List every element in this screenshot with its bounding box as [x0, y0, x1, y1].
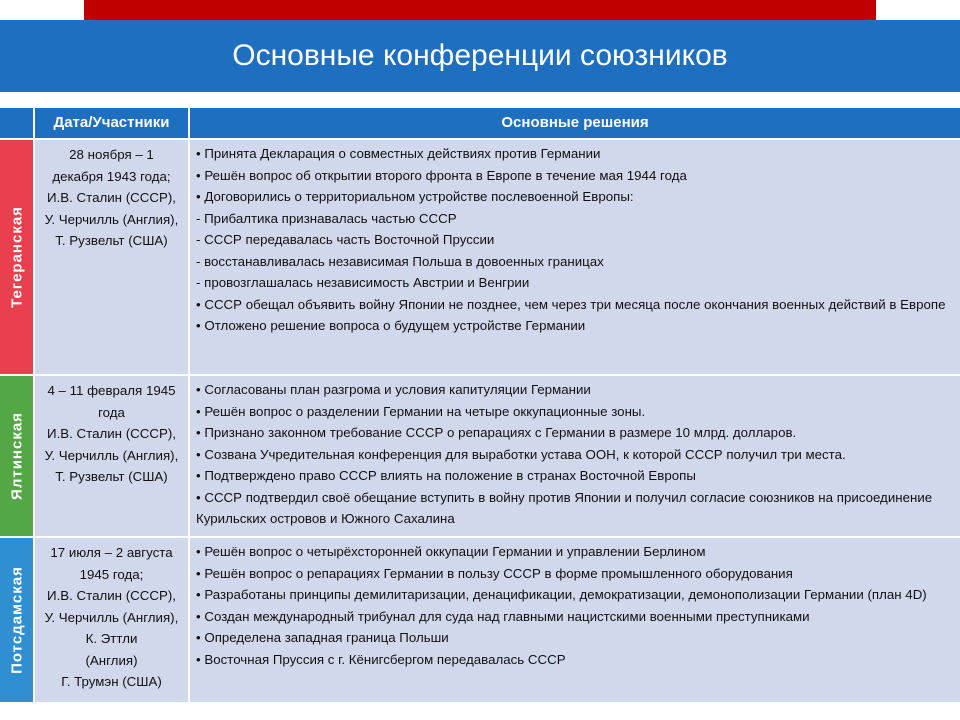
participant-line: (Англия) [85, 652, 138, 668]
participant-line: Т. Рузвельт (США) [55, 469, 168, 484]
date-line: 4 – 11 февраля 1945 [47, 383, 176, 398]
decision-item: • Признано законном требование СССР о репарациях с Германии в размере 10 млрд. долларов. [196, 425, 797, 440]
table-row-potsdam [0, 538, 960, 702]
participant-line: У. Черчилль (Англия), [44, 447, 179, 463]
date-participants-cell [35, 538, 188, 702]
decisions-list [196, 379, 954, 530]
decision-item: • СССР обещал объявить войну Японии не позднее, чем через три месяца после окончания военных действий в Европе [196, 296, 946, 312]
decision-item: • Решён вопрос о разделении Германии на четыре оккупационные зоны. [196, 403, 646, 419]
decision-item: • Решён вопрос об открытии второго фронта в Европе в течение мая 1944 года [196, 167, 687, 183]
participant-line: К. Эттли [85, 631, 138, 646]
table-row-yalta [0, 376, 960, 536]
conference-label-cell [0, 376, 33, 536]
decision-item: • Решён вопрос о репарациях Германии в пользу СССР в форме промышленного оборудования [196, 565, 793, 581]
decisions-cell [190, 538, 960, 702]
decision-item: • Восточная Пруссия с г. Кёнигсбергом передавалась СССР [196, 651, 566, 667]
decisions-list [196, 541, 954, 670]
decisions-cell [190, 376, 960, 536]
header-decisions: Основные решения [190, 108, 960, 138]
date-line: года [98, 404, 125, 420]
conferences-table [0, 108, 960, 702]
decision-item: • Решён вопрос о четырёхсторонней оккупации Германии и управлении Берлином [196, 544, 706, 559]
date-line: 17 июля – 2 августа [50, 545, 173, 560]
decision-item: - провозглашалась независимость Австрии и Венгрии [196, 275, 530, 290]
participant-line: Т. Рузвельт (США) [55, 233, 168, 248]
decision-item: • СССР подтвердил своё обещание вступить в войну против Японии и получил согласие союзников на присоединение Курильских островов и Южного Сахалина [196, 489, 933, 526]
decision-item: • Договорились о территориальном устройстве послевоенной Европы: [196, 189, 634, 204]
decision-item: • Согласованы план разгрома и условия капитуляции Германии [196, 382, 591, 397]
top-accent-bar [84, 0, 876, 20]
conference-name: Ялтинская [8, 412, 25, 500]
decision-item: • Созвана Учредительная конференция для выработки устава ООН, к которой СССР получил три места. [196, 446, 846, 462]
date-line: 28 ноября – 1 [69, 147, 154, 162]
page-title: Основные конференции союзников [232, 39, 728, 72]
participant-line: У. Черчилль (Англия), [44, 211, 179, 227]
date-line: декабря 1943 года; [52, 168, 171, 184]
participant-line: И.В. Сталин (СССР), [47, 426, 176, 441]
decision-item: • Принята Декларация о совместных действиях против Германии [196, 146, 601, 161]
decision-item: • Определена западная граница Польши [196, 630, 449, 645]
date-participants-cell [35, 140, 188, 374]
participant-line: И.В. Сталин (СССР), [47, 190, 176, 205]
conference-name: Тегеранская [8, 206, 25, 308]
participant-line: У. Черчилль (Англия), [44, 609, 179, 625]
decisions-cell [190, 140, 960, 374]
decision-item: - Прибалтика признавалась частью СССР [196, 210, 457, 226]
title-bar [0, 20, 960, 92]
decision-item: • Отложено решение вопроса о будущем устройстве Германии [196, 318, 586, 333]
decision-item: • Подтверждено право СССР влиять на положение в странах Восточной Европы [196, 468, 696, 483]
date-participants-cell [35, 376, 188, 536]
decision-item: • Разработаны принципы демилитаризации, денацификации, демократизации, демонополизации Германии (план 4D) [196, 587, 927, 602]
participant-line: И.В. Сталин (СССР), [47, 588, 176, 603]
decision-item: - СССР передавалась часть Восточной Пруссии [196, 232, 495, 247]
decisions-list [196, 143, 954, 337]
table-row-tehran [0, 140, 960, 374]
conference-label-cell [0, 140, 33, 374]
participant-line: Г. Трумэн (США) [61, 674, 162, 689]
header-date: Дата/Участники [35, 108, 188, 138]
date-line: 1945 года; [79, 566, 144, 582]
header-blank-cell [0, 108, 33, 138]
conference-name: Потсдамская [8, 566, 25, 674]
decision-item: - восстанавливалась независимая Польша в довоенных границах [196, 253, 604, 269]
conference-label-cell [0, 538, 33, 702]
decision-item: • Создан международный трибунал для суда над главными нацистскими военными преступниками [196, 608, 810, 624]
